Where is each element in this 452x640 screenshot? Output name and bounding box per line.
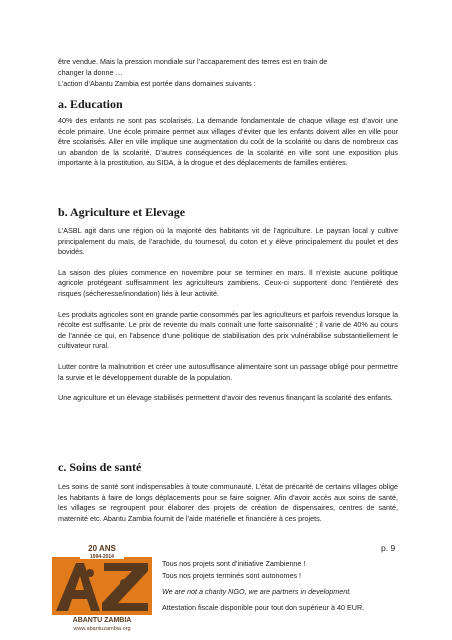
- footer: [162, 558, 422, 614]
- logo-graphic: [50, 543, 155, 631]
- sante-paragraph: Les soins de santé sont indispensables à toute communauté. L’état de précarité de certains villages oblige les habitants à faire de longs déplacements pour se faire soigner. Afin d’avoir accès aux soins de santé, les villages se regroupent pour élaborer des projets de création de dispensaires, centres de santé, maternité etc. Abantu Zambia fournit de l’aide matérielle et financière à ces projets.: [58, 482, 398, 523]
- section-agriculture: [58, 226, 398, 414]
- intro-line-2: changer la donne …: [58, 68, 123, 77]
- logo-years-text: 20 ANS: [88, 544, 116, 553]
- page-number: p. 9: [381, 543, 396, 553]
- heading-education: a. Education: [58, 97, 123, 111]
- logo-figure-head-2: [120, 579, 128, 587]
- logo-figure-head: [86, 569, 94, 577]
- agriculture-paragraph-1: L’ASBL agit dans une région où la majorité des habitants vit de l’agriculture. Le paysan local y cultive principalement du maïs, de l’arachide, du tournesol, du coton et y élève principalement du poulet et des bovidés.: [58, 226, 398, 257]
- logo-url-text: www.abantuzambia.org: [73, 626, 131, 631]
- education-paragraph: 40% des enfants ne sont pas scolarisés. La demande fondamentale de chaque village est d’avoir une école primaire. Une école primaire permet aux villages d’éviter que les enfants doivent aller en ville pour être scolarisés. Aller en ville implique une augmentation du coût de la scolarité ou dans de nombreux cas un abandon de la scolarité. D’autres conséquences de la scolarité en ville sont une exposition plus importante à la prostitution, au SIDA, à la drogue et des déplacements de familles entières.: [58, 116, 398, 168]
- intro-line-1: être vendue. Mais la pression mondiale sur l’accaparement des terres est en train de: [58, 57, 328, 66]
- agriculture-paragraph-2: La saison des pluies commence en novembre pour se terminer en mars. Il n’existe aucune politique agricole protégeant suffisamment les agriculteurs zambiens. Ceux-ci supportent donc l’entièreté des risques (sécheresse/inondation) liés à leur activité.: [58, 267, 398, 298]
- intro-line-3: L’action d’Abantu Zambia est portée dans domaines suivants :: [58, 79, 256, 88]
- agriculture-paragraph-3: Les produits agricoles sont en grande partie consommés par les agriculteurs et parfois revendus lorsque la récolte est suffisante. Le prix de revente du maïs connaît une forte saisonnalité ; il varie de 40% au cours de l’année ce qui, en l’absence d’une politique de stabilisation des prix vulnérabilise substantiellement le cultivateur rural.: [58, 309, 398, 351]
- footer-line-2: Tous nos projets terminés sont autonomes !: [162, 571, 302, 580]
- heading-agriculture: b. Agriculture et Elevage: [58, 205, 186, 219]
- logo-name-text: ABANTU ZAMBIA: [72, 617, 132, 624]
- agriculture-paragraph-5: Une agriculture et un élevage stabilisés permettent d’avoir des revenus finançant la scolarité des enfants.: [58, 393, 393, 403]
- footer-line-1: Tous nos projets sont d’initiative Zambienne !: [162, 559, 306, 568]
- footer-line-4: Attestation fiscale disponible pour tout don supérieur à 40 EUR.: [162, 603, 365, 612]
- section-sante: [58, 482, 398, 534]
- section-education: [58, 116, 398, 179]
- footer-line-3: We are not a charity NGO, we are partners in development.: [162, 587, 352, 596]
- heading-sante: c. Soins de santé: [58, 460, 142, 474]
- agriculture-paragraph-4: Lutter contre la malnutrition et créer une autosuffisance alimentaire sont un passage obligé pour permettre la survie et le développement durable de la population.: [58, 361, 398, 382]
- intro-text: [58, 56, 398, 89]
- abantu-zambia-logo: [50, 543, 155, 631]
- logo-period-text: 1994-2014: [90, 554, 114, 560]
